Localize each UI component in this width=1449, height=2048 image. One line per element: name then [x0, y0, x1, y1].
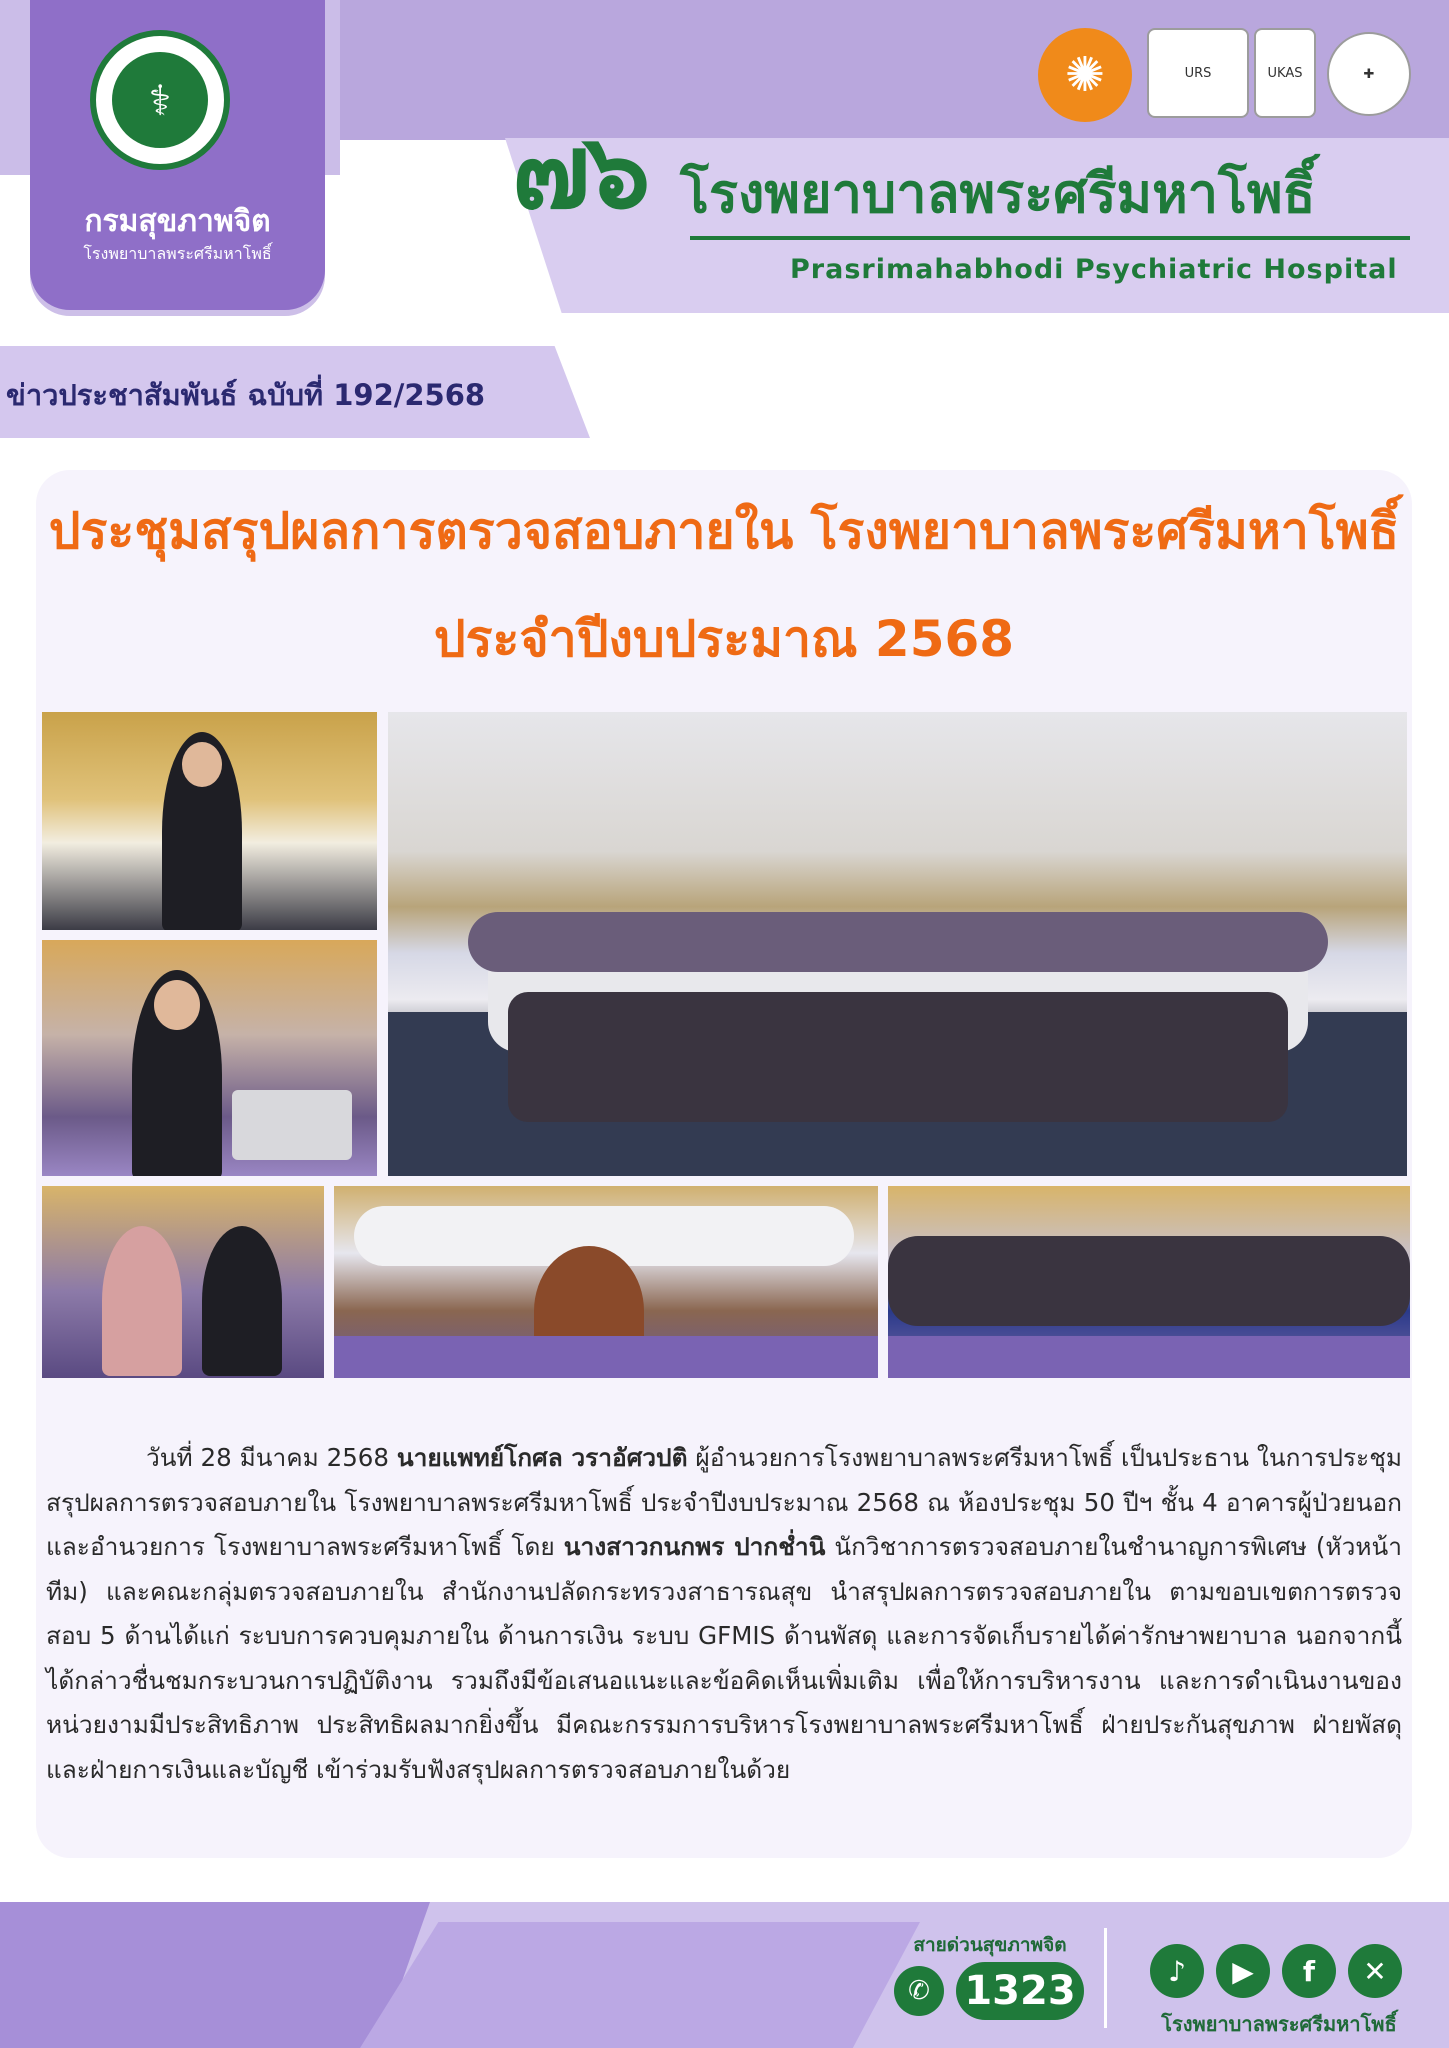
ukas-certification-badge: UKAS	[1254, 28, 1316, 118]
body-seg1: วันที่ 28 มีนาคม 2568	[146, 1443, 397, 1472]
department-logo-box	[30, 0, 325, 310]
body-seg2: ผู้อำนวยการโรงพยาบาลพระศรีมหาโพธิ์ เป็นประธาน ในการประชุมสรุปผลการตรวจสอบภายใน โรงพยาบาลพระศรีมหาโพธิ์ ประจำปีงบประมาณ 2568 ณ ห้องประชุม 50 ปีฯ ชั้น 4 อาคารผู้ป่วยนอกและอำนวยการ โรงพยาบาลพระศรีมหาโพธิ์ โดย	[46, 1443, 1402, 1561]
header-divider	[690, 236, 1410, 240]
hospital-name-thai: โรงพยาบาลพระศรีมหาโพธิ์	[680, 162, 1316, 225]
phone-icon: ✆	[894, 1966, 944, 2016]
footer-hospital-name: โรงพยาบาลพระศรีมหาโพธิ์	[1161, 2012, 1397, 2036]
body-person2: นางสาวกนกพร ปากช่ำนิ	[563, 1532, 826, 1561]
photo-participant-mic	[42, 1186, 324, 1378]
x-icon[interactable]: ✕	[1348, 1944, 1402, 1998]
facebook-icon[interactable]: f	[1282, 1944, 1336, 1998]
photo-group	[388, 712, 1407, 1176]
photo-director-chairing	[42, 712, 377, 930]
photo-auditor-speaking	[42, 940, 377, 1176]
body-person1: นายแพทย์โกศล วราอัศวปติ	[396, 1443, 688, 1472]
department-subtitle: โรงพยาบาลพระศรีมหาโพธิ์	[83, 244, 272, 263]
issue-number: ข่าวประชาสัมพันธ์ ฉบับที่ 192/2568	[6, 378, 486, 412]
hospital-accreditation-icon: ✚	[1327, 32, 1411, 116]
hotline-label: สายด่วนสุขภาพจิต	[913, 1934, 1067, 1956]
urs-certification-badge: URS	[1147, 28, 1249, 118]
article-body	[46, 1436, 1402, 1792]
photo-committee	[888, 1186, 1410, 1378]
footer-shape-b	[360, 1922, 920, 2048]
footer-shape-a	[0, 1902, 430, 2048]
hospital-name-english: Prasrimahabhodi Psychiatric Hospital	[790, 254, 1398, 285]
moph-seal-icon	[90, 30, 230, 170]
body-seg3: นักวิชาการตรวจสอบภายในชำนาญการพิเศษ (หัวหน้าทีม) และคณะกลุ่มตรวจสอบภายใน สำนักงานปลัดกระทรวงสาธารณสุข นำสรุปผลการตรวจสอบภายใน ตามขอบเขตการตรวจสอบ 5 ด้านได้แก่ ระบบการควบคุมภายใน ด้านการเงิน ระบบ GFMIS ด้านพัสดุ และการจัดเก็บรายได้ค่ารักษาพยาบาล นอกจากนี้ได้กล่าวชื่นชมกระบวนการปฏิบัติงาน รวมถึงมีข้อเสนอแนะและข้อคิดเห็นเพิ่มเติม เพื่อให้การบริหารงาน และการดำเนินงานของหน่วยงามมีประสิทธิภาพ ประสิทธิผลมากยิ่งขึ้น มีคณะกรรมการบริหารโรงพยาบาลพระศรีมหาโพธิ์ ฝ่ายประกันสุขภาพ ฝ่ายพัสดุ และฝ่ายการเงินและบัญชี เข้าร่วมรับฟังสรุปผลการตรวจสอบภายในด้วย	[46, 1532, 1402, 1784]
anniversary-76-logo: ๗๖	[512, 109, 645, 232]
hotline-number: 1323	[956, 1962, 1084, 2020]
tiktok-icon[interactable]: ♪	[1150, 1944, 1204, 1998]
footer-divider	[1104, 1928, 1107, 2028]
article-title-line1: ประชุมสรุปผลการตรวจสอบภายใน โรงพยาบาลพระศรีมหาโพธิ์	[48, 502, 1400, 560]
dharma-wheel-icon: ✺	[1038, 28, 1132, 122]
youtube-icon[interactable]: ▶	[1216, 1944, 1270, 1998]
caduceus-icon: ⚕	[112, 52, 208, 148]
department-name: กรมสุขภาพจิต	[84, 204, 271, 239]
article-title-line2: ประจำปีงบประมาณ 2568	[433, 610, 1015, 668]
photo-meeting-table	[334, 1186, 878, 1378]
